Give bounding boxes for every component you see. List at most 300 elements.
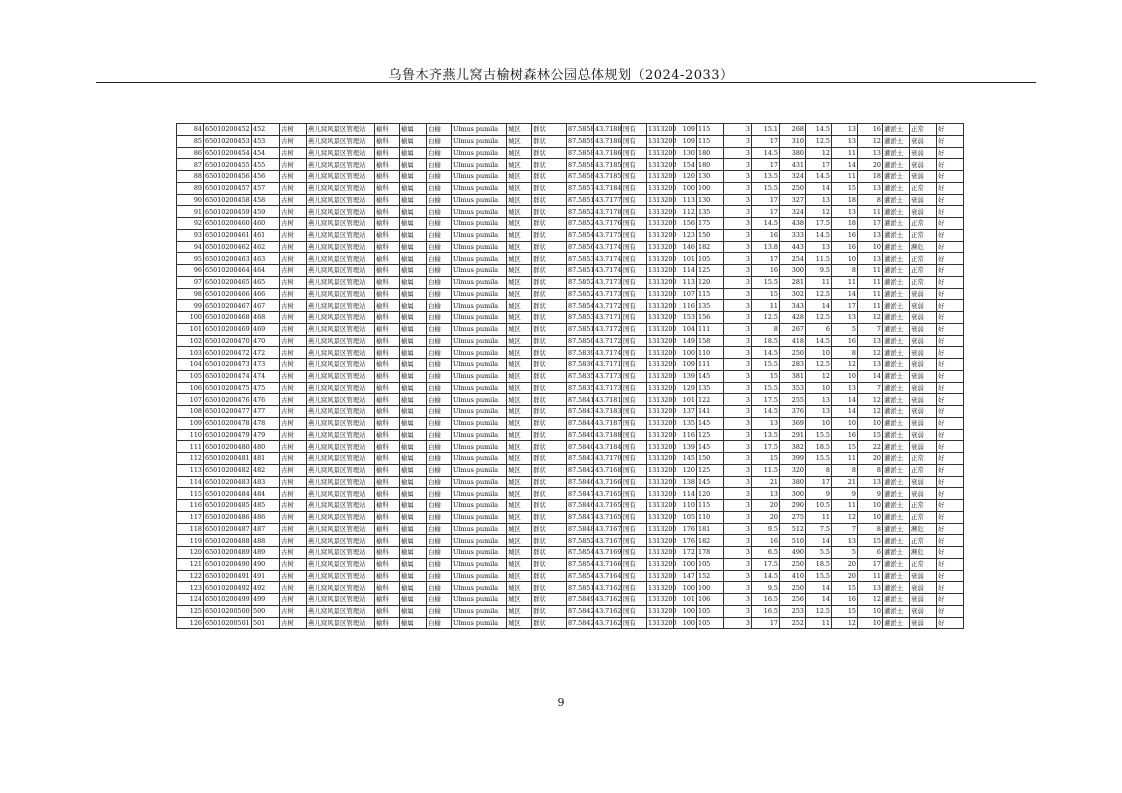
table-cell: 燕儿窝风景区管理站 <box>307 382 375 394</box>
table-cell: 榆属 <box>400 417 427 429</box>
table-cell: 榆科 <box>375 464 400 476</box>
table-cell: 7 <box>832 523 858 535</box>
table-cell: 国有 <box>622 323 647 335</box>
table-cell: 11 <box>752 300 780 312</box>
table-cell: 榆属 <box>400 335 427 347</box>
table-cell: 43.7167 <box>595 524 622 533</box>
table-cell: 古树 <box>280 253 307 265</box>
table-cell: 国有 <box>622 194 647 206</box>
table-cell: 好 <box>937 171 964 183</box>
table-cell: 燕儿窝风景区管理站 <box>307 535 375 547</box>
table-cell: 376 <box>780 406 806 418</box>
table-cell: 477 <box>252 406 280 418</box>
table-cell: 国有 <box>622 206 647 218</box>
table-cell: 群状 <box>532 194 567 206</box>
table-cell: 燕儿窝风景区管理站 <box>307 347 375 359</box>
table-cell: 3 <box>724 500 752 512</box>
table-cell: 291 <box>780 429 806 441</box>
table-cell: 13 <box>832 312 858 324</box>
table-cell: 衰弱 <box>910 171 937 183</box>
table-cell: 10 <box>858 241 883 253</box>
table-cell: 燕儿窝风景区管理站 <box>307 370 375 382</box>
table-cell: 15 <box>832 605 858 617</box>
table-cell: 榆属 <box>400 241 427 253</box>
table-cell: 国有 <box>622 382 647 394</box>
table-cell: 3 <box>724 276 752 288</box>
table-cell: 国有 <box>622 476 647 488</box>
table-cell: 白榆 <box>427 511 452 523</box>
table-cell: 榆科 <box>375 453 400 465</box>
table-cell: 3 <box>724 253 752 265</box>
table-cell: 榆属 <box>400 194 427 206</box>
table-cell: 古树 <box>280 124 307 136</box>
table-cell: 城区 <box>507 300 532 312</box>
table-cell: 古树 <box>280 359 307 371</box>
table-cell: 白榆 <box>427 535 452 547</box>
table-cell: 17.5 <box>752 441 780 453</box>
table-cell: 1313200 <box>648 524 677 533</box>
table-cell: 3 <box>724 359 752 371</box>
table-cell: Ulmus pumila <box>452 558 507 570</box>
table-cell: 灌淤土 <box>883 300 910 312</box>
table-cell: 城区 <box>507 594 532 606</box>
table-cell: 458 <box>252 194 280 206</box>
table-cell: 65010200489 <box>205 548 250 557</box>
table-cell: 榆属 <box>400 253 427 265</box>
table-cell: 109 <box>177 417 204 429</box>
table-row <box>177 241 964 253</box>
table-cell: 白榆 <box>427 323 452 335</box>
table-cell: 87.5854 <box>568 548 595 557</box>
table-cell: 群状 <box>532 159 567 171</box>
table-cell: 古树 <box>280 382 307 394</box>
table-cell: 14 <box>806 300 832 312</box>
table-cell: 1313200 <box>648 618 677 627</box>
table-cell: 好 <box>937 124 964 136</box>
table-cell: 白榆 <box>427 605 452 617</box>
table-cell: 115 <box>697 124 724 136</box>
table-cell: 115 <box>697 135 724 147</box>
table-cell: 燕儿窝风景区管理站 <box>307 441 375 453</box>
table-cell: 城区 <box>507 570 532 582</box>
table-cell: 65010200461 <box>205 231 250 240</box>
table-cell: 8 <box>832 265 858 277</box>
table-cell: 燕儿窝风景区管理站 <box>307 488 375 500</box>
table-cell: 榆属 <box>400 206 427 218</box>
table-cell: 好 <box>937 300 964 312</box>
table-cell: 100 <box>177 312 204 324</box>
table-cell: 正常 <box>910 464 937 476</box>
table-cell: 灌淤土 <box>883 617 910 629</box>
table-cell: 101 <box>177 323 204 335</box>
table-cell: 1313200 <box>648 395 677 404</box>
table-cell: 榆属 <box>400 582 427 594</box>
table-cell: 榆科 <box>375 500 400 512</box>
table-cell: 1313200 <box>648 219 677 228</box>
table-cell: 13.5 <box>752 429 780 441</box>
table-cell: 469 <box>252 323 280 335</box>
table-cell: 3 <box>724 476 752 488</box>
table-cell: 65010200499 <box>205 595 250 604</box>
table-cell: 群状 <box>532 500 567 512</box>
table-cell: 100 <box>674 347 697 359</box>
table-cell: 333 <box>780 229 806 241</box>
table-cell: 5 <box>832 547 858 559</box>
table-cell: 100 <box>674 582 697 594</box>
table-cell: 白榆 <box>427 124 452 136</box>
table-cell: 43.7162 <box>595 595 622 604</box>
table-cell: 255 <box>780 394 806 406</box>
table-cell: 87.5850 <box>568 336 595 345</box>
table-cell: 灌淤土 <box>883 406 910 418</box>
table-cell: 古树 <box>280 229 307 241</box>
table-cell: 452 <box>252 124 280 136</box>
table-cell: 43.7188 <box>595 430 622 439</box>
table-cell: 468 <box>252 312 280 324</box>
table-cell: 好 <box>937 370 964 382</box>
table-cell: 15.5 <box>752 276 780 288</box>
table-cell: 43.7175 <box>595 231 622 240</box>
table-cell: 10 <box>806 347 832 359</box>
table-cell: 好 <box>937 135 964 147</box>
table-row <box>177 582 964 594</box>
table-cell: 84 <box>177 124 204 136</box>
table-cell: 榆属 <box>400 605 427 617</box>
table-row <box>177 206 964 218</box>
table-cell: 3 <box>724 582 752 594</box>
table-cell: Ulmus pumila <box>452 370 507 382</box>
table-cell: 国有 <box>622 124 647 136</box>
table-cell: 群状 <box>532 558 567 570</box>
page-title: 乌鲁木齐燕儿窝古榆树森林公园总体规划（2024-2033） <box>388 68 734 83</box>
table-cell: Ulmus pumila <box>452 124 507 136</box>
table-cell: 9 <box>858 488 883 500</box>
table-cell: 国有 <box>622 511 647 523</box>
table-cell: 109 <box>674 135 697 147</box>
table-cell: 500 <box>252 605 280 617</box>
table-cell: 65010200492 <box>205 583 250 592</box>
table-cell: 16 <box>832 335 858 347</box>
table-cell: Ulmus pumila <box>452 312 507 324</box>
table-cell: 343 <box>780 300 806 312</box>
table-cell: 古树 <box>280 535 307 547</box>
table-cell: 灌淤土 <box>883 453 910 465</box>
table-cell: 国有 <box>622 406 647 418</box>
table-cell: 白榆 <box>427 547 452 559</box>
table-cell: 好 <box>937 523 964 535</box>
table-cell: 11 <box>858 206 883 218</box>
table-cell: 250 <box>780 347 806 359</box>
table-cell: 城区 <box>507 265 532 277</box>
table-cell: 65010200464 <box>205 266 250 275</box>
table-cell: 3 <box>724 182 752 194</box>
table-row <box>177 382 964 394</box>
table-cell: 城区 <box>507 288 532 300</box>
table-cell: 古树 <box>280 347 307 359</box>
table-cell: 濒危 <box>910 523 937 535</box>
table-cell: 499 <box>252 594 280 606</box>
table-cell: Ulmus pumila <box>452 617 507 629</box>
table-cell: 501 <box>252 617 280 629</box>
table-cell: 14 <box>832 288 858 300</box>
table-cell: 87.5846 <box>568 501 595 510</box>
table-cell: 11 <box>858 288 883 300</box>
table-cell: 国有 <box>622 218 647 230</box>
table-cell: 96 <box>177 265 204 277</box>
table-cell: 65010200453 <box>205 137 250 146</box>
table-cell: 3 <box>724 570 752 582</box>
table-cell: 好 <box>937 159 964 171</box>
table-cell: 好 <box>937 382 964 394</box>
table-cell: 榆科 <box>375 300 400 312</box>
table-cell: 12.5 <box>752 312 780 324</box>
table-cell: 好 <box>937 464 964 476</box>
table-cell: 102 <box>177 335 204 347</box>
table-cell: 65010200470 <box>205 336 250 345</box>
table-cell: 464 <box>252 265 280 277</box>
table-cell: 榆科 <box>375 135 400 147</box>
table-cell: Ulmus pumila <box>452 547 507 559</box>
table-cell: 145 <box>697 476 724 488</box>
table-cell: 榆属 <box>400 406 427 418</box>
table-cell: 古树 <box>280 312 307 324</box>
table-cell: 1313200 <box>648 360 677 369</box>
table-cell: 国有 <box>622 523 647 535</box>
table-row <box>177 229 964 241</box>
table-cell: 1313200 <box>648 336 677 345</box>
table-cell: 群状 <box>532 417 567 429</box>
table-cell: 白榆 <box>427 382 452 394</box>
table-cell: 87.5843 <box>568 454 595 463</box>
table-cell: 12 <box>858 594 883 606</box>
table-cell: 11 <box>858 300 883 312</box>
table-cell: 榆科 <box>375 335 400 347</box>
table-cell: 12 <box>832 617 858 629</box>
table-cell: 12 <box>858 312 883 324</box>
table-cell: 120 <box>674 171 697 183</box>
table-cell: 国有 <box>622 241 647 253</box>
table-cell: 国有 <box>622 594 647 606</box>
table-cell: Ulmus pumila <box>452 453 507 465</box>
table-cell: 灌淤土 <box>883 570 910 582</box>
table-cell: 8 <box>806 464 832 476</box>
table-cell: 3 <box>724 312 752 324</box>
table-cell: 3 <box>724 229 752 241</box>
table-cell: 101 <box>674 594 697 606</box>
table-cell: 城区 <box>507 382 532 394</box>
table-cell: 1313200 <box>648 489 677 498</box>
table-cell: 87.5847 <box>568 513 595 522</box>
table-cell: 榆属 <box>400 488 427 500</box>
table-cell: 燕儿窝风景区管理站 <box>307 547 375 559</box>
table-cell: 431 <box>780 159 806 171</box>
table-cell: 459 <box>252 206 280 218</box>
table-cell: 3 <box>724 547 752 559</box>
table-cell: 87.5851 <box>568 583 595 592</box>
table-cell: 群状 <box>532 335 567 347</box>
table-cell: 灌淤土 <box>883 476 910 488</box>
table-cell: 群状 <box>532 406 567 418</box>
table-cell: 18 <box>832 194 858 206</box>
table-cell: 衰弱 <box>910 335 937 347</box>
table-cell: 43.7169 <box>595 548 622 557</box>
table-cell: 国有 <box>622 276 647 288</box>
table-cell: 3 <box>724 335 752 347</box>
table-cell: 灌淤土 <box>883 253 910 265</box>
table-cell: 正常 <box>910 124 937 136</box>
table-cell: Ulmus pumila <box>452 441 507 453</box>
table-cell: 1313200 <box>648 501 677 510</box>
table-cell: 城区 <box>507 206 532 218</box>
table-cell: 250 <box>780 582 806 594</box>
table-cell: 65010200490 <box>205 560 250 569</box>
table-cell: 105 <box>674 511 697 523</box>
table-cell: 国有 <box>622 182 647 194</box>
table-cell: 群状 <box>532 147 567 159</box>
table-cell: Ulmus pumila <box>452 464 507 476</box>
table-cell: 古树 <box>280 488 307 500</box>
table-row <box>177 218 964 230</box>
table-cell: 14.5 <box>752 347 780 359</box>
table-cell: 87.5858 <box>568 160 595 169</box>
table-cell: 17 <box>806 159 832 171</box>
table-cell: 正常 <box>910 535 937 547</box>
table-cell: 65010200457 <box>205 184 250 193</box>
table-cell: 141 <box>697 406 724 418</box>
table-cell: 群状 <box>532 300 567 312</box>
table-cell: 3 <box>724 429 752 441</box>
table-cell: 榆科 <box>375 370 400 382</box>
table-row <box>177 429 964 441</box>
table-cell: 11.5 <box>752 464 780 476</box>
table-cell: 484 <box>252 488 280 500</box>
table-cell: Ulmus pumila <box>452 417 507 429</box>
table-cell: 榆属 <box>400 511 427 523</box>
table-cell: 3 <box>724 347 752 359</box>
table-cell: 3 <box>724 605 752 617</box>
table-cell: 白榆 <box>427 253 452 265</box>
table-cell: 110 <box>697 511 724 523</box>
table-cell: 8 <box>752 323 780 335</box>
table-cell: 群状 <box>532 594 567 606</box>
table-cell: 100 <box>697 582 724 594</box>
table-cell: 城区 <box>507 488 532 500</box>
table-cell: 榆科 <box>375 347 400 359</box>
table-cell: 1313200 <box>648 313 677 322</box>
table-cell: 65010200488 <box>205 536 250 545</box>
table-cell: 17 <box>858 218 883 230</box>
table-cell: 456 <box>252 171 280 183</box>
table-cell: 13.8 <box>752 241 780 253</box>
table-cell: 古树 <box>280 605 307 617</box>
table-cell: 13 <box>832 382 858 394</box>
table-cell: 99 <box>177 300 204 312</box>
table-cell: 灌淤土 <box>883 347 910 359</box>
table-cell: 13 <box>858 182 883 194</box>
table-cell: 43.7187 <box>595 419 622 428</box>
table-cell: Ulmus pumila <box>452 288 507 300</box>
table-cell: 145 <box>674 453 697 465</box>
table-cell: 好 <box>937 253 964 265</box>
table-cell: 481 <box>252 453 280 465</box>
table-cell: 86 <box>177 147 204 159</box>
table-cell: 100 <box>674 617 697 629</box>
table-cell: 1313200 <box>648 466 677 475</box>
table-cell: 18 <box>858 171 883 183</box>
table-cell: 20 <box>752 511 780 523</box>
table-row <box>177 124 964 136</box>
table-cell: 485 <box>252 500 280 512</box>
table-cell: 17 <box>752 194 780 206</box>
table-cell: 燕儿窝风景区管理站 <box>307 570 375 582</box>
table-cell: 14.5 <box>752 147 780 159</box>
table-cell: 榆科 <box>375 441 400 453</box>
table-cell: 65010200475 <box>205 383 250 392</box>
table-cell: 87.5854 <box>568 560 595 569</box>
table-cell: 428 <box>780 312 806 324</box>
table-cell: 281 <box>780 276 806 288</box>
table-cell: 13.5 <box>752 171 780 183</box>
table-cell: 1313200 <box>648 454 677 463</box>
table-cell: 135 <box>674 417 697 429</box>
table-cell: 467 <box>252 300 280 312</box>
table-cell: Ulmus pumila <box>452 523 507 535</box>
table-cell: 43.7174 <box>595 266 622 275</box>
table-row <box>177 312 964 324</box>
table-cell: 463 <box>252 253 280 265</box>
table-cell: 8 <box>858 523 883 535</box>
table-cell: 好 <box>937 617 964 629</box>
table-cell: 145 <box>697 441 724 453</box>
table-cell: 古树 <box>280 300 307 312</box>
table-cell: 灌淤土 <box>883 241 910 253</box>
table-cell: 榆科 <box>375 312 400 324</box>
table-cell: 13 <box>832 135 858 147</box>
table-cell: 470 <box>252 335 280 347</box>
table-cell: 群状 <box>532 323 567 335</box>
table-cell: 群状 <box>532 535 567 547</box>
table-cell: 65010200459 <box>205 207 250 216</box>
table-cell: 13 <box>806 406 832 418</box>
table-cell: 燕儿窝风景区管理站 <box>307 206 375 218</box>
table-cell: 衰弱 <box>910 570 937 582</box>
table-cell: 11 <box>806 276 832 288</box>
table-cell: 138 <box>674 476 697 488</box>
table-cell: 白榆 <box>427 617 452 629</box>
table-cell: 87.5852 <box>568 536 595 545</box>
table-cell: 418 <box>780 335 806 347</box>
table-cell: 灌淤土 <box>883 135 910 147</box>
table-cell: 3 <box>724 241 752 253</box>
table-cell: 城区 <box>507 511 532 523</box>
table-cell: 65010200476 <box>205 395 250 404</box>
table-cell: 512 <box>780 523 806 535</box>
table-cell: 燕儿窝风景区管理站 <box>307 124 375 136</box>
table-cell: 国有 <box>622 359 647 371</box>
table-cell: 燕儿窝风景区管理站 <box>307 453 375 465</box>
table-cell: 43.7183 <box>595 407 622 416</box>
table-cell: 白榆 <box>427 558 452 570</box>
table-cell: 149 <box>674 335 697 347</box>
table-cell: 87.5852 <box>568 289 595 298</box>
table-cell: 125 <box>177 605 204 617</box>
table-cell: 榆科 <box>375 406 400 418</box>
table-cell: 43.7184 <box>595 184 622 193</box>
table-cell: 290 <box>780 500 806 512</box>
table-cell: 灌淤土 <box>883 288 910 300</box>
table-cell: 国有 <box>622 500 647 512</box>
table-cell: 榆科 <box>375 394 400 406</box>
